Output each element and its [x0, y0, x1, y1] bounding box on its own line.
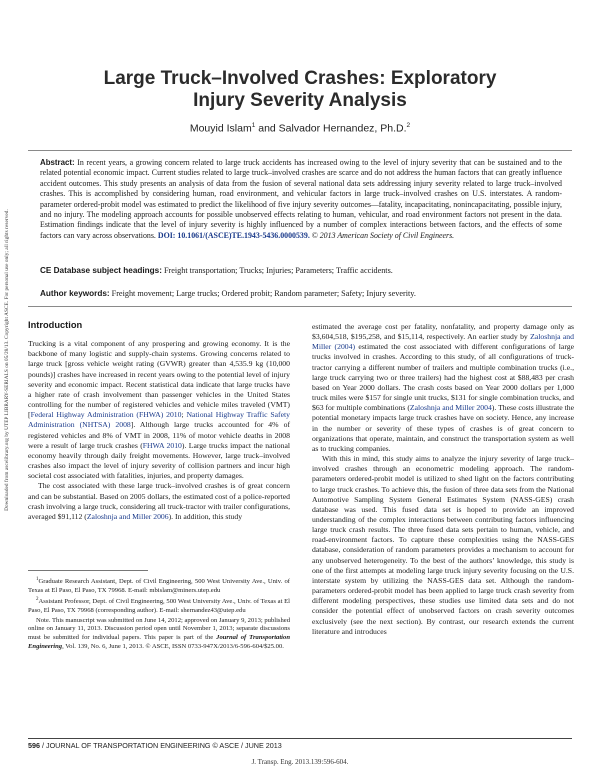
intro-p1-separator: ;: [181, 410, 187, 420]
footnote-1-mark: 1: [36, 577, 39, 582]
journal-footer: / JOURNAL OF TRANSPORTATION ENGINEERING © ASCE / JUNE 2013: [40, 741, 282, 750]
footnote-2: [28, 596, 290, 615]
abstract-text: In recent years, a growing concern related to large truck accidents has increased owing to the level of injury severity that can be sustained and to the related potential economic impact. Current studies related to large truck–involved crashes are scarce and do not address the human factors that can greatly influence accident outcomes. This study presents an analysis of data from the fusion of several national data sets addressing injury severity related to large truck–involved crashes. This is accomplished by considering human, road environment, and vehicular factors in large truck–involved crashes on U.S. interstates. A random-parameter ordered-probit model was estimated to predict the likelihood of five injury severity outcomes—fatality, incapacitating, nonincapacitating, possible injury, and no injury. The modeling approach accounts for possible unobserved effects relating to human, vehicular, and road environment factors not present in the data. Estimation findings indicate that the level of injury severity is highly influenced by a number of complex interactions between factors, and the effects of some factors can vary across observations.: [40, 158, 562, 240]
abstract: [40, 158, 562, 241]
title-line-2: Injury Severity Analysis: [193, 90, 407, 111]
right-column: [312, 322, 574, 637]
footnote-1-text: Graduate Research Assistant, Dept. of Civil Engineering, 500 West University Ave., Univ. of Texas at El Paso, El Paso, TX 79968. E-mail: mbislam@miners.utep.edu: [28, 578, 290, 594]
right-p1-text-a: estimated the average cost per fatality, nonfatality, and property damage only as $3,604,518, $195,258, and $15,114, respectively. An earlier study by: [312, 322, 574, 342]
intro-paragraph-1: [28, 339, 290, 481]
copyright-notice: © 2013 American Society of Civil Engineers.: [309, 230, 455, 240]
citation-link-fhwa-2010-short[interactable]: FHWA 2010: [142, 440, 182, 450]
intro-paragraph-2: [28, 481, 290, 522]
manuscript-note: [28, 617, 290, 651]
ce-headings-label: CE Database subject headings:: [40, 266, 162, 275]
right-p1-text-c: ). These costs illustrate the potential monetary impacts large truck crashes have on society. Hence, any increase in the number or severity of these types of crashes is of great concern to organizations that operate, maintain, and construct the transportation system as well as to trucking companies.: [312, 403, 574, 453]
note-text-a: Note. This manuscript was submitted on June 14, 2012; approved on January 9, 2013; published online on January 11, 2013. Discussion period open until November 1, 2013; separate discussions must be submitted for individual papers. This paper is part of the: [28, 616, 290, 641]
right-paragraph-1: [312, 322, 574, 454]
download-watermark: [4, 150, 14, 570]
intro-p1-text-b: ]. Although large trucks accounted for 4% of registered vehicles and 8% of VMT in 2008, 11% of motor vehicle deaths in 2008 were a result of large truck crashes (: [28, 420, 291, 450]
citation-link-fhwa-2010[interactable]: Federal Highway Administration (FHWA) 2010: [30, 410, 182, 420]
footnote-2-text: Assistant Professor, Dept. of Civil Engineering, 500 West University Ave., Univ. of Texas at El Paso, El Paso, TX 79968 (corresponding author). E-mail: shernandez43@utep.edu: [28, 598, 290, 615]
title-line-1: Large Truck–Involved Crashes: Exploratory: [103, 68, 497, 89]
bottom-citation: J. Transp. Eng. 2013.139:596-604.: [251, 758, 349, 766]
right-p1-text-b: estimated the cost associated with different configurations of large trucks involved in crashes. According to this study, of all configurations of truck-tractor carrying a different number of trailers and multiple combination trucks (i.e., large truck carrying two or three trailers) had the highest cost at $88,483 per crash based on Year 2000 dollars. The crash costs based on Year 2000 dollars per 1,000 truck miles were $157 for single unit trucks, $131 for single combination trucks, and $63 for multiple combinations (: [312, 342, 574, 413]
citation-link-nhtsa-2008[interactable]: National Highway Traffic Safety Administration (NHTSA) 2008: [28, 410, 290, 430]
section-heading-introduction: Introduction: [28, 320, 83, 330]
intro-p2-text-b: ). In addition, this study: [168, 511, 243, 521]
abstract-label: Abstract:: [40, 158, 75, 167]
author-line: [60, 122, 540, 135]
ce-headings-text: Freight transportation; Trucks; Injuries; Parameters; Traffic accidents.: [161, 266, 393, 275]
page-number: 596: [28, 741, 40, 750]
download-notice: Downloaded from ascelibrary.org by UTEP LIBRARY-SERIALS on 05/28/13. Copyright ASCE. For personal use only; all rights reserved.: [4, 209, 10, 511]
author-2-affiliation-mark: 2: [406, 122, 411, 129]
citation-link-zaloshnja-2006[interactable]: Zaloshnja and Miller 2006: [86, 511, 169, 521]
doi-link[interactable]: DOI: 10.1061/(ASCE)TE.1943-5436.0000539.: [157, 230, 310, 240]
author-keywords: [40, 289, 562, 299]
page-footer: [28, 741, 282, 750]
paper-title: [60, 68, 540, 112]
footer-rule: [28, 738, 572, 739]
ce-subject-headings: [40, 266, 562, 276]
right-paragraph-2: With this in mind, this study aims to analyze the injury severity of large truck–involved crashes through an econometric modeling approach. The random-parameters ordered-probit model is utilized to shed light on the factors contributing to large truck crashes. To achieve this, the fusion of three data sets from the National Automotive Sampling System General Estimates System (NASS-GES) crash database was used. This fused data set is hoped to provide an improved understanding of the complex interactions between contributing factors influencing large truck crash results. The three fused data sets pertain to human, vehicle, and road-environment factors. To capture these complexities using the NASS-GES database, consideration of random parameters provides a mechanism to account for any unobserved heterogeneity. To the best of the authors’ knowledge, this study is one of the first attempts at modeling large truck injury severity focusing on the U.S. interstate system by utilizing the NASS-GES data set. Although the random-parameters ordered-probit model has been applied to large truck crash severity from different modeling perspectives, these studies use limited data sets and do not consider the potential effect of unobserved factors on crash severity outcomes exclusively (see the next section). By contrast, our research extends the current literature and introduces: [312, 454, 574, 636]
citation-link-zaloshnja-2004[interactable]: Zaloshnja and Miller (2004): [312, 332, 574, 352]
intro-p1-text-c: ). Large trucks impact the national economy heavily through daily freight movements. However, large truck–involved crashes also impact the level of injury severity of collision partners and incur high societal cost associated with fatalities, injuries, and property damages.: [28, 440, 290, 481]
author-keywords-text: Freight movement; Large trucks; Ordered probit; Random parameter; Safety; Injury severity.: [109, 289, 416, 298]
footnotes: [28, 576, 290, 652]
footnote-2-mark: 2: [36, 597, 39, 603]
left-column: [28, 320, 290, 522]
note-text-b: , Vol. 139, No. 6, June 1, 2013. © ASCE, ISSN 0733-947X/2013/6-596-604/$25.00.: [62, 642, 284, 650]
footnote-rule: [28, 570, 148, 571]
author-1-affiliation-mark: 1: [251, 122, 256, 129]
author-keywords-label: Author keywords:: [40, 289, 110, 298]
author-2: and Salvador Hernandez, Ph.D.: [255, 122, 407, 135]
citation-link-zaloshnja-2004-short[interactable]: Zaloshnja and Miller 2004: [409, 403, 492, 413]
note-journal-name: Journal of Transportation Engineering: [28, 633, 290, 650]
footnote-1: [28, 576, 290, 595]
header-rule: [28, 150, 572, 151]
intro-p1-text-a: Trucking is a vital component of any prospering and growing economy. It is the backbone of many logistic and supply-chain systems. Growing concerns related to large truck [gross vehicle weight rating (GVWR) greater than 4,535.9 kg (10,000 pounds)] crashes have increased in recent years owing to the potential level of injury severity and economic impact. Recent statistical data indicate that large trucks have a higher rate of crash involvement than passenger vehicles in the United States controlling for the number of registered vehicles and vehicle miles traveled (VMT) [: [28, 339, 290, 420]
intro-p2-text-a: The cost associated with these large truck–involved crashes is of great concern and can be substantial. Based on 2005 dollars, the estimated cost of a police-reported crash involving a large truck, considering all truck-tractor with trailer configurations, averaged $91,112 (: [28, 481, 290, 521]
author-1: Mouyid Islam: [189, 122, 252, 135]
keywords-rule: [28, 306, 572, 307]
